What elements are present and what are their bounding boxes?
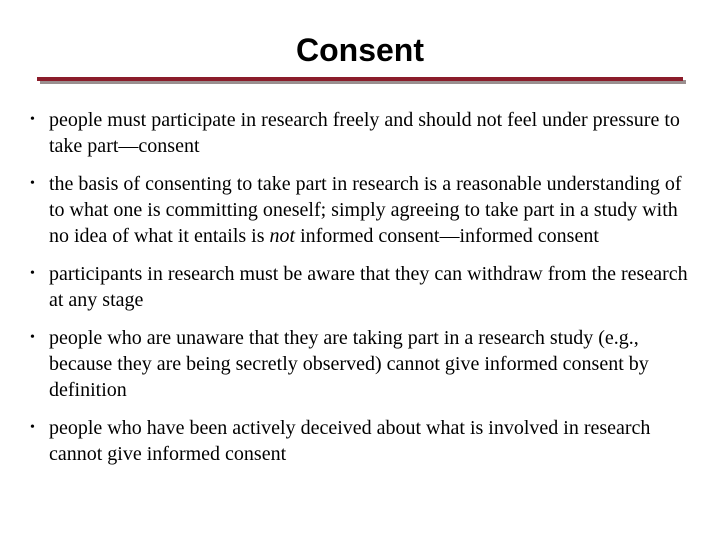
bullet-text-segment: participants in research must be aware that they can withdraw from the research at any stage [49,263,688,311]
bullet-text [49,415,690,467]
bullet-icon: • [30,330,35,345]
bullet-icon: • [30,266,35,281]
bullet-item [30,415,690,467]
bullet-item [30,107,690,159]
slide-title: Consent [296,32,424,68]
bullet-text-segment: informed consent—informed consent [295,225,599,247]
bullet-text [49,325,690,403]
bullet-text-segment: people who are unaware that they are taking part in a research study (e.g., because they are being secretly observed) cannot give informed consent by definition [49,327,649,401]
bullet-item [30,325,690,403]
bullet-text-segment: the basis of consenting to take part in research is a reasonable understanding of to what one is committing oneself; simply agreeing to take part in a study with no idea of what it entails is [49,173,682,247]
bullet-text [49,261,690,313]
bullet-text-emphasis: not [269,225,296,247]
bullet-icon: • [30,176,35,191]
bullet-icon: • [30,112,35,127]
bullet-item [30,171,690,249]
bullet-item [30,261,690,313]
title-rule [37,77,683,81]
bullet-icon: • [30,420,35,435]
bullet-text-segment: people must participate in research freely and should not feel under pressure to take part—consent [49,109,680,157]
bullet-list [30,107,690,479]
bullet-text-segment: people who have been actively deceived about what is involved in research cannot give informed consent [49,417,651,465]
bullet-text [49,171,690,249]
bullet-text [49,107,690,159]
